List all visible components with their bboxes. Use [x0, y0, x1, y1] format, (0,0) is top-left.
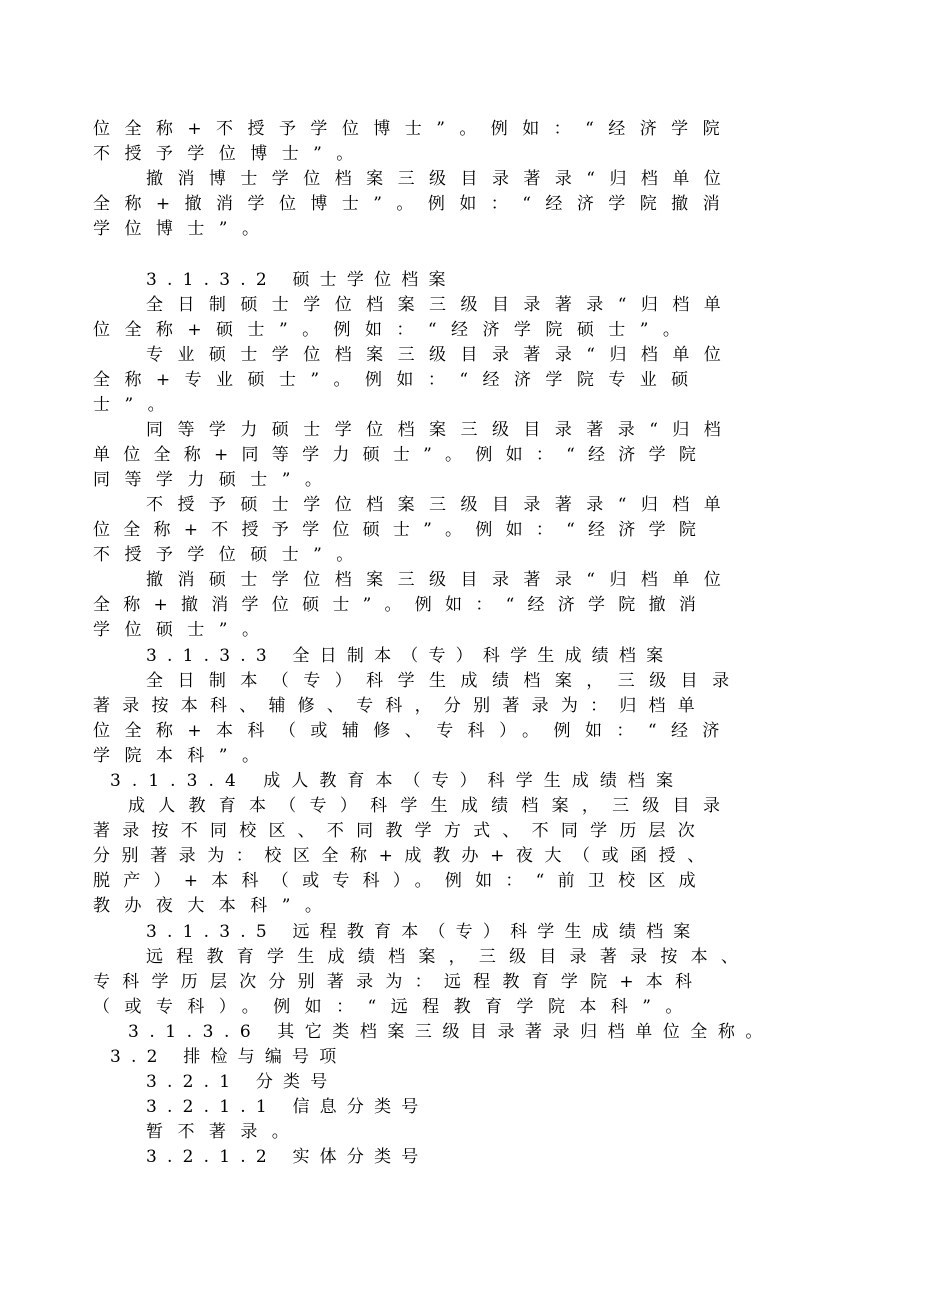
text-line: 位全称+本科（或辅修、专科）。例如：“经济 — [93, 721, 734, 741]
text-line: 全称+撤消学位博士”。例如：“经济学院撤消 — [93, 194, 735, 214]
section-heading: 3.1.3.2 硕士学位档案 — [146, 270, 456, 290]
text-line: 同等学力硕士”。 — [93, 470, 337, 490]
text-line: 撤消硕士学位档案三级目录著录“归档单位 — [146, 570, 736, 590]
text-line: 学位硕士”。 — [93, 620, 274, 640]
text-line: 位全称+不授予学位博士”。例如：“经济学院 — [93, 119, 735, 139]
section-heading: 3.1.3.4 成人教育本（专）科学生成绩档案 — [110, 771, 685, 791]
text-line: 全称+撤消学位硕士”。例如：“经济学院撤消 — [93, 595, 710, 615]
section-heading: 3.2.1 分类号 — [146, 1072, 338, 1092]
text-line: 同等学力硕士学位档案三级目录著录“归档 — [146, 420, 736, 440]
text-line: 著录按本科、辅修、专科，分别著录为：归档单 — [93, 696, 708, 716]
text-line: 分别著录为：校区全称+成教办+夜大（或函授、 — [93, 846, 716, 866]
text-line: 脱产）+本科（或专科）。例如：“前卫校区成 — [93, 871, 709, 891]
section-heading: 3.2 排检与编号项 — [110, 1047, 347, 1067]
section-heading: 3.2.1.2 实体分类号 — [146, 1147, 429, 1167]
section-heading: 3.1.3.3 全日制本（专）科学生成绩档案 — [146, 646, 674, 666]
section-heading: 3.2.1.1 信息分类号 — [146, 1097, 429, 1117]
text-line: 全称+专业硕士”。例如：“经济学院专业硕 — [93, 370, 703, 390]
text-line: 教办夜大本科”。 — [93, 896, 337, 916]
text-line: 撤消博士学位档案三级目录著录“归档单位 — [146, 169, 736, 189]
text-line: 专科学历层次分别著录为：远程教育学院+本科 — [93, 972, 705, 992]
text-line: 暂不著录。 — [146, 1122, 304, 1142]
text-line: 位全称+硕士”。例如：“经济学院硕士”。 — [93, 320, 695, 340]
text-line: 单位全称+同等学力硕士”。例如：“经济学院 — [93, 445, 710, 465]
section-heading: 3.1.3.5 远程教育本（专）科学生成绩档案 — [146, 922, 701, 942]
text-line: 远程教育学生成绩档案，三级目录著录按本、 — [146, 947, 752, 967]
text-line: 不授予学位博士”。 — [93, 144, 368, 164]
text-line: 成人教育本（专）科学生成绩档案，三级目录 — [128, 796, 734, 816]
text-line: 全日制硕士学位档案三级目录著录“归档单 — [146, 295, 736, 315]
text-line: （或专科）。例如：“远程教育学院本科”。 — [93, 997, 697, 1017]
text-line: 位全称+不授予学位硕士”。例如：“经济学院 — [93, 520, 710, 540]
text-line: 不授予硕士学位档案三级目录著录“归档单 — [146, 495, 736, 515]
text-line: 学位博士”。 — [93, 219, 274, 239]
text-line: 全日制本（专）科学生成绩档案，三级目录 — [146, 671, 744, 691]
text-line: 士”。 — [93, 395, 180, 415]
text-line: 著录按不同校区、不同教学方式、不同学历层次 — [93, 821, 708, 841]
text-line: 学院本科”。 — [93, 746, 274, 766]
text-line: 3.1.3.6 其它类档案三级目录著录归档单位全称。 — [128, 1022, 773, 1042]
text-line: 不授予学位硕士”。 — [93, 545, 368, 565]
text-line: 专业硕士学位档案三级目录著录“归档单位 — [146, 345, 736, 365]
